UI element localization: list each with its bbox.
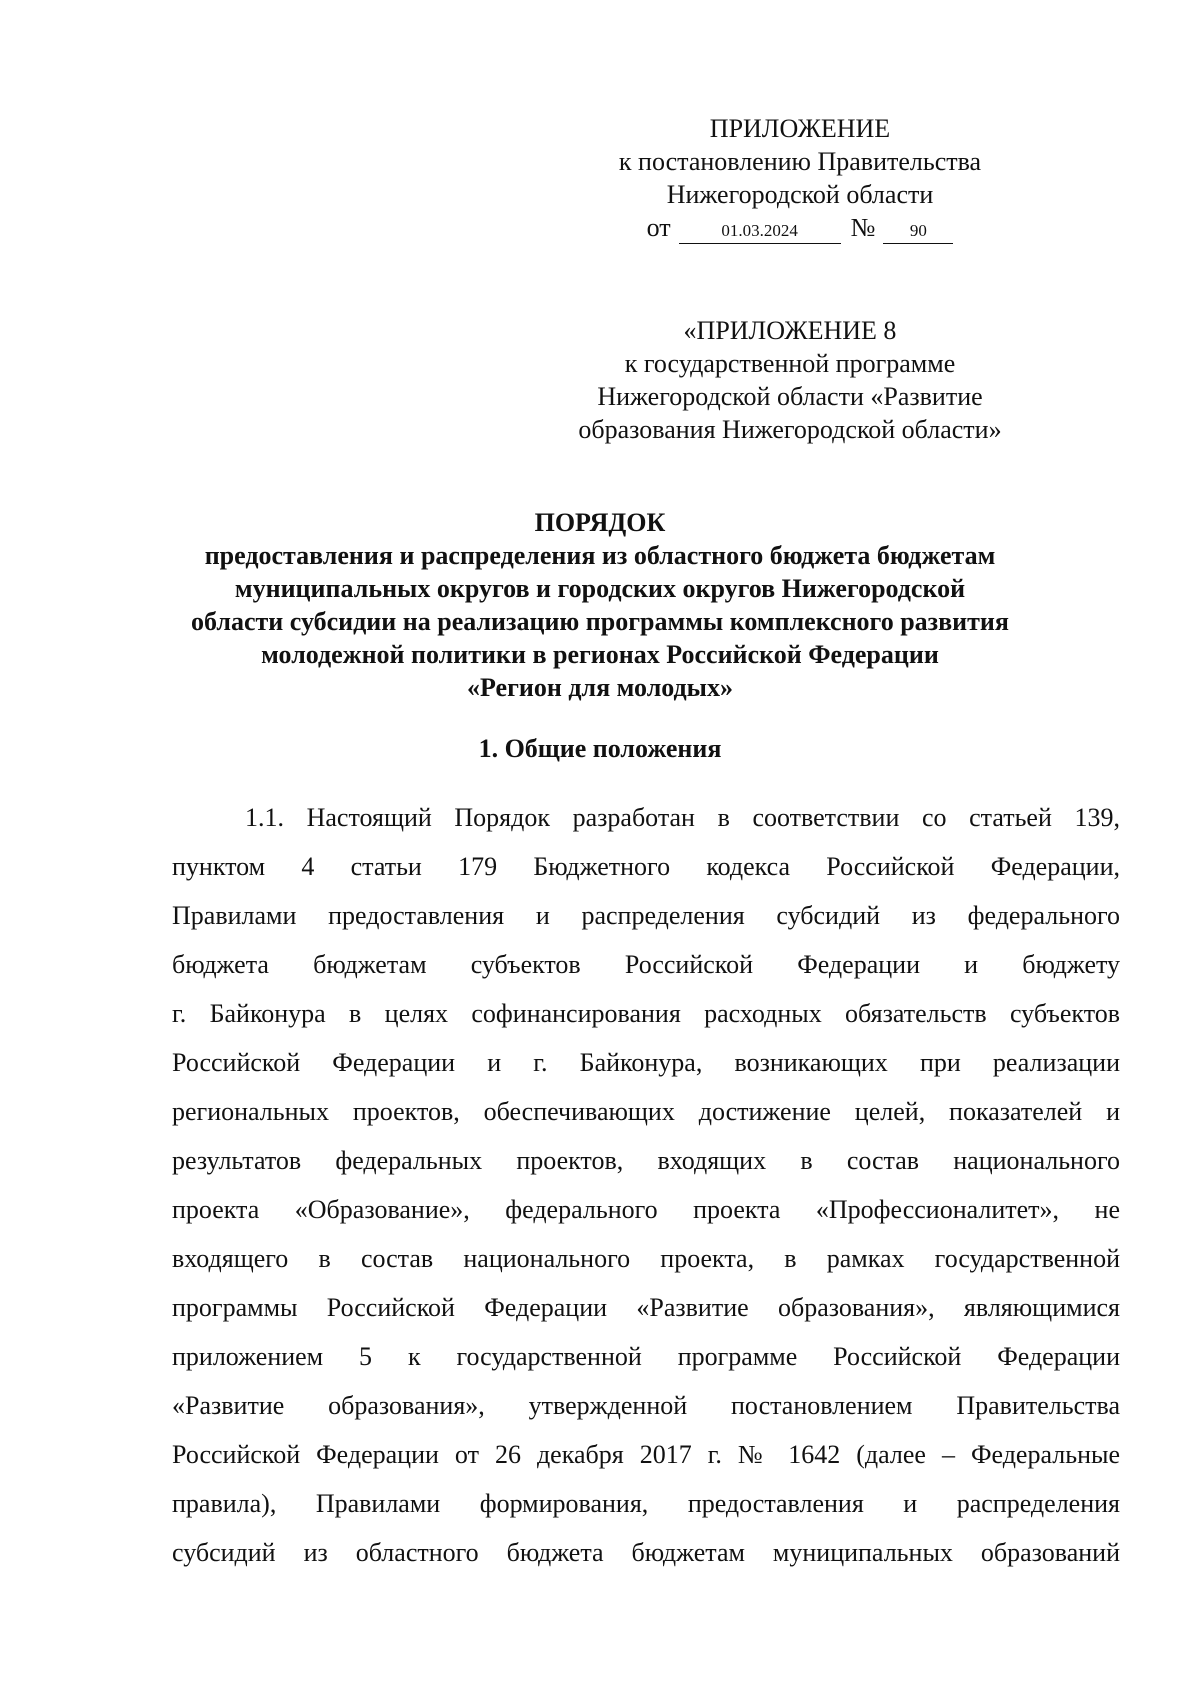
title-line-3: муниципальных округов и городских округов Нижегородской [234, 574, 966, 603]
title-line-5: молодежной политики в регионах Российской Федерации [261, 640, 939, 669]
section-heading: 1. Общие положения [478, 734, 722, 763]
date-prefix: от [646, 213, 671, 242]
header-decree-line: к постановлению Правительства [618, 147, 982, 176]
header-region-line: Нижегородской области [666, 180, 934, 209]
body-line: правила), Правилами формирования, предоставления и распределения [172, 1489, 1120, 1518]
number-sign: № [850, 213, 876, 242]
appendix-8-line-4: образования Нижегородской области» [578, 415, 1002, 444]
body-line: субсидий из областного бюджета бюджетам муниципальных образований [172, 1538, 1120, 1567]
section-body [172, 793, 1120, 1577]
body-line: пунктом 4 статьи 179 Бюджетного кодекса Российской Федерации, [172, 852, 1120, 881]
body-line: Правилами предоставления и распределения субсидий из федерального [172, 901, 1120, 930]
title-line-1: ПОРЯДОК [534, 508, 666, 537]
body-line: г. Байконура в целях софинансирования расходных обязательств субъектов [172, 999, 1120, 1028]
body-line: бюджета бюджетам субъектов Российской Федерации и бюджету [172, 950, 1120, 979]
document-title [150, 506, 1050, 704]
body-line: Российской Федерации и г. Байконура, возникающих при реализации [172, 1048, 1120, 1077]
body-line: проекта «Образование», федерального проекта «Профессионалитет», не [172, 1195, 1120, 1224]
appendix-8-line-3: Нижегородской области «Развитие [597, 382, 983, 411]
body-line: Российской Федерации от 26 декабря 2017 г. № 1642 (далее – Федеральные [172, 1440, 1120, 1469]
title-line-4: области субсидии на реализацию программы комплексного развития [191, 607, 1009, 636]
body-line: входящего в состав национального проекта, в рамках государственной [172, 1244, 1120, 1273]
body-line: «Развитие образования», утвержденной постановлением Правительства [172, 1391, 1120, 1420]
appendix-8-line-2: к государственной программе [624, 349, 956, 378]
appendix-8-header [540, 314, 1040, 446]
title-line-6: «Регион для молодых» [467, 673, 733, 702]
body-line: приложением 5 к государственной программе Российской Федерации [172, 1342, 1120, 1371]
decree-number: 90 [883, 221, 953, 244]
body-line: региональных проектов, обеспечивающих достижение целей, показателей и [172, 1097, 1120, 1126]
title-line-2: предоставления и распределения из областного бюджета бюджетам [204, 541, 996, 570]
header-date-number-line [560, 211, 1040, 244]
body-line: программы Российской Федерации «Развитие образования», являющимися [172, 1293, 1120, 1322]
body-line: результатов федеральных проектов, входящих в состав национального [172, 1146, 1120, 1175]
decree-date: 01.03.2024 [679, 221, 841, 244]
header-title: ПРИЛОЖЕНИЕ [709, 114, 891, 143]
approval-header [560, 112, 1040, 244]
body-line: 1.1. Настоящий Порядок разработан в соответствии со статьей 139, [245, 803, 1120, 832]
appendix-8-title: «ПРИЛОЖЕНИЕ 8 [683, 316, 897, 345]
